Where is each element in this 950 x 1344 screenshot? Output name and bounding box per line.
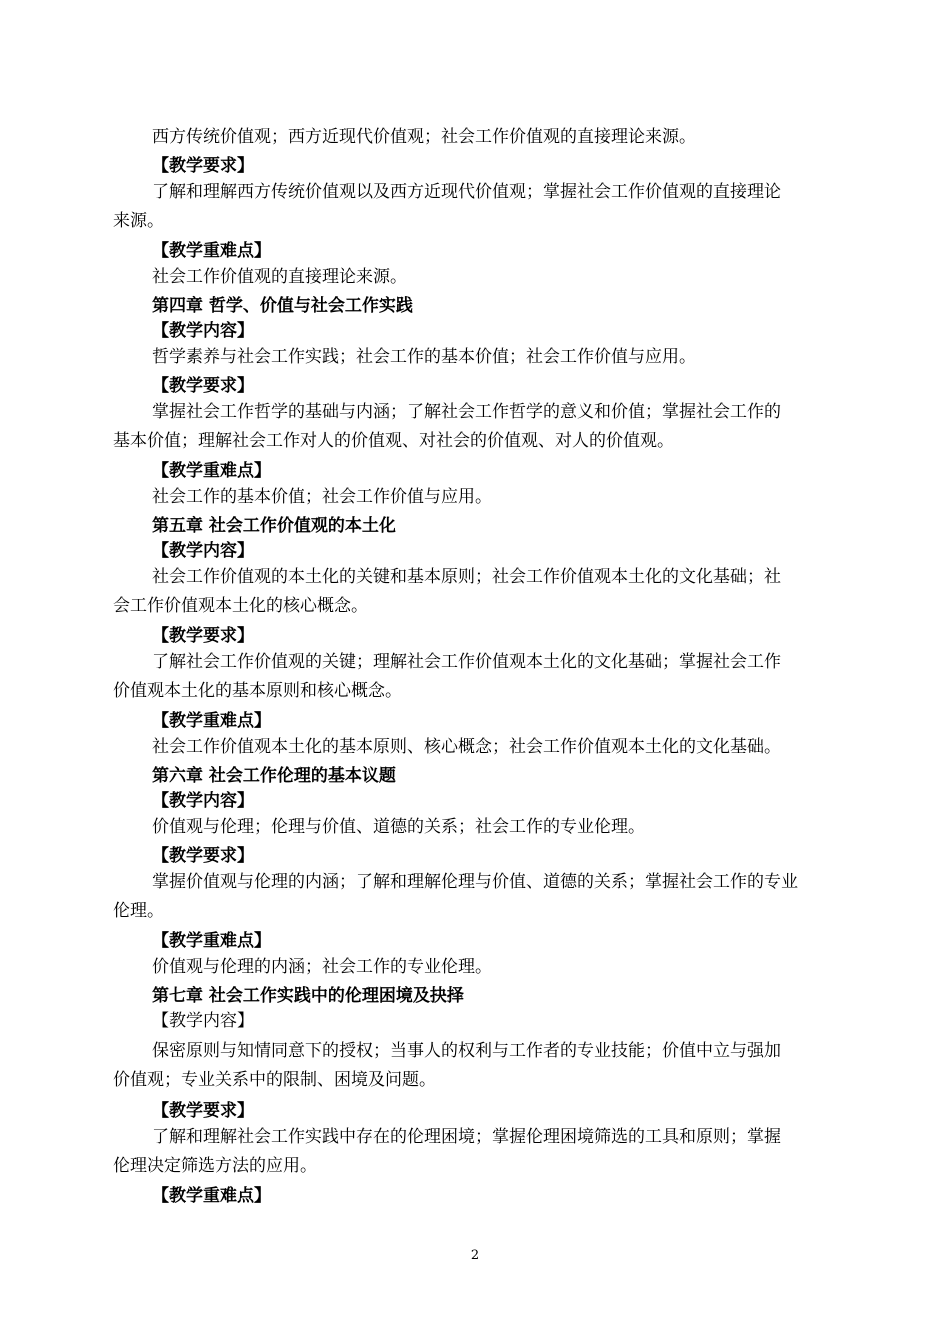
content-text: 社会工作价值观的直接理论来源。 — [152, 267, 407, 287]
content-text: 伦理决定筛选方法的应用。 — [113, 1156, 317, 1176]
section-label: 【教学内容】 — [152, 791, 254, 811]
content-text: 保密原则与知情同意下的授权；当事人的权利与工作者的专业技能；价值中立与强加 — [152, 1041, 781, 1061]
section-label: 【教学要求】 — [152, 1101, 254, 1121]
section-label: 【教学内容】 — [152, 321, 254, 341]
section-label: 【教学要求】 — [152, 156, 254, 176]
section-label: 【教学重难点】 — [152, 241, 271, 261]
section-label: 【教学重难点】 — [152, 1186, 271, 1206]
content-text: 会工作价值观本土化的核心概念。 — [113, 596, 368, 616]
content-text: 社会工作价值观本土化的基本原则、核心概念；社会工作价值观本土化的文化基础。 — [152, 737, 781, 757]
section-label: 【教学内容】 — [152, 1011, 254, 1031]
content-text: 了解和理解社会工作实践中存在的伦理困境；掌握伦理困境筛选的工具和原则；掌握 — [152, 1127, 781, 1147]
content-text: 价值观与伦理；伦理与价值、道德的关系；社会工作的专业伦理。 — [152, 817, 645, 837]
section-label: 【教学要求】 — [152, 626, 254, 646]
content-text: 哲学素养与社会工作实践；社会工作的基本价值；社会工作价值与应用。 — [152, 347, 696, 367]
section-label: 【教学要求】 — [152, 376, 254, 396]
page-number: 2 — [470, 1248, 480, 1263]
content-text: 社会工作价值观的本土化的关键和基本原则；社会工作价值观本土化的文化基础；社 — [152, 567, 781, 587]
content-text: 了解社会工作价值观的关键；理解社会工作价值观本土化的文化基础；掌握社会工作 — [152, 652, 781, 672]
section-label: 【教学重难点】 — [152, 711, 271, 731]
content-text: 来源。 — [113, 211, 164, 231]
section-label: 【教学要求】 — [152, 846, 254, 866]
content-text: 价值观与伦理的内涵；社会工作的专业伦理。 — [152, 957, 492, 977]
chapter-heading: 第六章 社会工作伦理的基本议题 — [152, 766, 396, 786]
content-text: 价值观；专业关系中的限制、困境及问题。 — [113, 1070, 436, 1090]
content-text: 社会工作的基本价值；社会工作价值与应用。 — [152, 487, 492, 507]
section-label: 【教学重难点】 — [152, 931, 271, 951]
chapter-heading: 第四章 哲学、价值与社会工作实践 — [152, 296, 413, 316]
section-label: 【教学内容】 — [152, 541, 254, 561]
content-text: 西方传统价值观；西方近现代价值观；社会工作价值观的直接理论来源。 — [152, 127, 696, 147]
content-text: 基本价值；理解社会工作对人的价值观、对社会的价值观、对人的价值观。 — [113, 431, 674, 451]
content-text: 了解和理解西方传统价值观以及西方近现代价值观；掌握社会工作价值观的直接理论 — [152, 182, 781, 202]
content-text: 伦理。 — [113, 901, 164, 921]
content-text: 价值观本土化的基本原则和核心概念。 — [113, 681, 402, 701]
chapter-heading: 第七章 社会工作实践中的伦理困境及抉择 — [152, 986, 464, 1006]
section-label: 【教学重难点】 — [152, 461, 271, 481]
content-text: 掌握社会工作哲学的基础与内涵；了解社会工作哲学的意义和价值；掌握社会工作的 — [152, 402, 781, 422]
chapter-heading: 第五章 社会工作价值观的本土化 — [152, 516, 396, 536]
content-text: 掌握价值观与伦理的内涵；了解和理解伦理与价值、道德的关系；掌握社会工作的专业 — [152, 872, 798, 892]
